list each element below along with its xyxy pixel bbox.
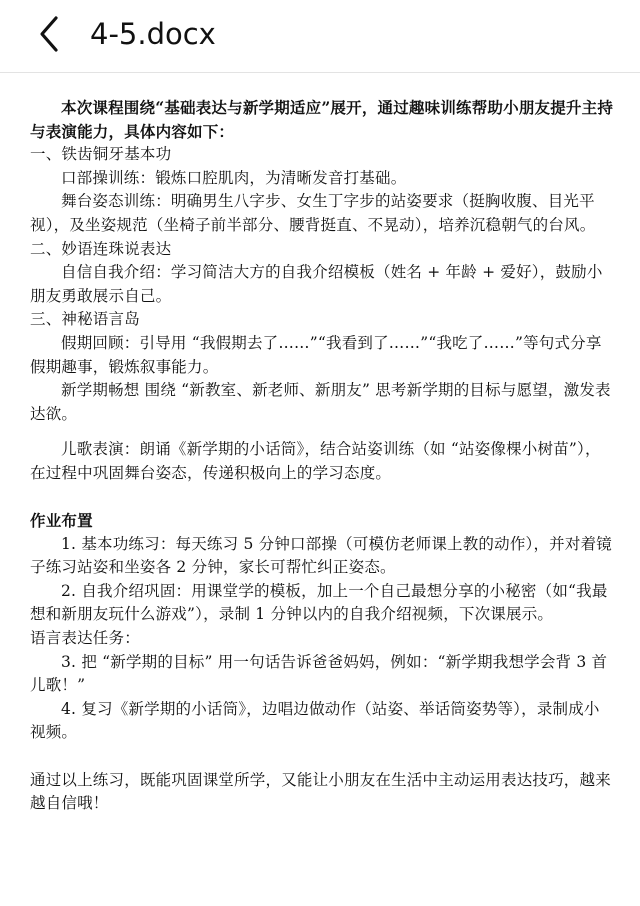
section3-paragraph-1: 假期回顾：引导用 “我假期去了……”“我看到了……”“我吃了……”等句式分享假期趣事，锻炼叙事能力。 — [30, 333, 602, 376]
homework-heading: 作业布置 — [30, 511, 93, 531]
blank-line — [30, 486, 614, 510]
section-heading-1: 一、铁齿铜牙基本功 — [30, 145, 172, 164]
spacer — [30, 426, 614, 438]
section-heading-3: 三、神秘语言岛 — [30, 310, 140, 329]
homework-item-3: 3. 把 “新学期的目标” 用一句话告诉爸爸妈妈，例如：“新学期我想学会背 3 首儿歌！” — [30, 652, 608, 695]
blank-line — [30, 745, 614, 769]
intro-paragraph: 本次课程围绕“基础表达与新学期适应”展开，通过趣味训练帮助小朋友提升主持与表演能力，具体内容如下： — [30, 98, 614, 141]
homework-item-2: 2. 自我介绍巩固：用课堂学的模板，加上一个自己最想分享的小秘密（如“我最想和新朋友玩什么游戏”），录制 1 分钟以内的自我介绍视频，下次课展示。 — [30, 581, 608, 624]
section2-paragraph-1: 自信自我介绍：学习简洁大方的自我介绍模板（姓名 + 年龄 + 爱好），鼓励小朋友勇敢展示自己。 — [30, 263, 603, 305]
back-button[interactable] — [28, 12, 72, 56]
homework-item-4: 4. 复习《新学期的小话筒》，边唱边做动作（站姿、举话筒姿势等），录制成小视频。 — [30, 699, 600, 742]
homework-item-1: 1. 基本功练习：每天练习 5 分钟口部操（可模仿老师课上教的动作），并对着镜子练习站姿和坐姿各 2 分钟，家长可帮忙纠正姿态。 — [30, 534, 612, 577]
closing-paragraph: 通过以上练习，既能巩固课堂所学，又能让小朋友在生活中主动运用表达技巧，越来越自信哦！ — [30, 770, 611, 813]
chevron-left-icon — [28, 12, 72, 56]
section3-paragraph-2: 新学期畅想 围绕 “新教室、新老师、新朋友” 思考新学期的目标与愿望，激发表达欲。 — [30, 381, 611, 423]
section3-paragraph-3: 儿歌表演：朗诵《新学期的小话筒》，结合站姿训练（如 “站姿像棵小树苗”），在过程中巩固舞台姿态，传递积极向上的学习态度。 — [30, 440, 601, 482]
section-heading-2: 二、妙语连珠说表达 — [30, 239, 172, 258]
section1-paragraph-1: 口部操训练：锻炼口腔肌肉，为清晰发音打基础。 — [61, 168, 407, 187]
homework-subheading: 语言表达任务： — [30, 629, 140, 648]
document-title: 4-5.docx — [90, 17, 216, 51]
app-header — [0, 0, 640, 73]
section1-paragraph-2: 舞台姿态训练：明确男生八字步、女生丁字步的站姿要求（挺胸收腹、目光平视），及坐姿规范（坐椅子前半部分、腰背挺直、不晃动），培养沉稳朝气的台风。 — [30, 192, 596, 234]
document-body — [30, 96, 614, 816]
